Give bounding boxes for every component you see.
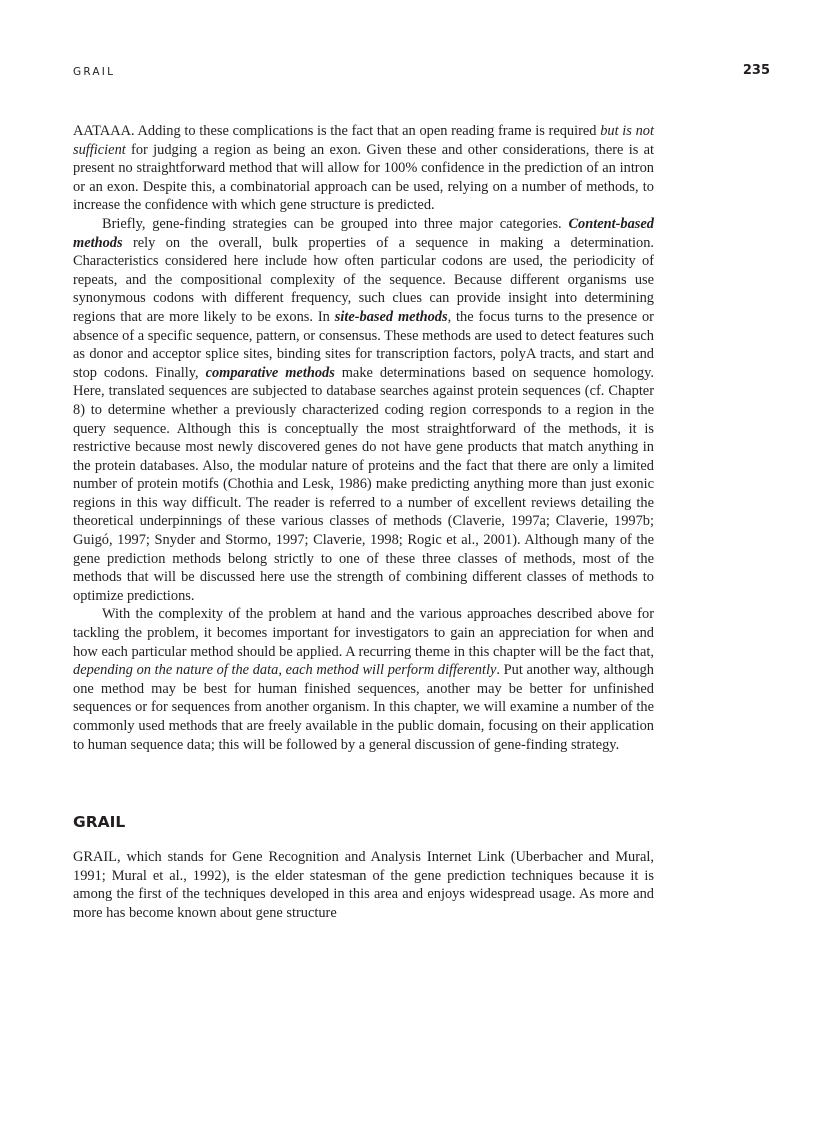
text-run: for judging a region as being an exon. Given these and other considerations, there is at present no straightforward method that will allow for 100% confidence in the prediction of an intron or an exon. Despite this, a combinatorial approach can be used, relying on a number of methods, to increase the confidence with which gene structure is predicted.: [73, 141, 654, 214]
emphasis-term: comparative methods: [205, 364, 335, 381]
italic-phrase: but is not sufficient: [73, 123, 654, 158]
emphasis-term: Content-based methods: [73, 215, 654, 251]
section-heading: GRAIL: [73, 813, 126, 832]
emphasis-term: site-based methods: [334, 308, 448, 325]
bold-term: [206, 365, 335, 381]
text-run: , the focus turns to the presence or absence of a specific sequence, pattern, or consensus. These methods are used to detect features such as donor and acceptor splice sites, binding sites for transcription factors, polyA tracts, and start and stop codons. Finally,: [73, 308, 654, 381]
paragraph-3: [73, 605, 654, 754]
body-text: [73, 122, 654, 923]
text-run: make determinations based on sequence homology. Here, translated sequences are subjected to database searches against protein sequences (cf. Chapter 8) to determine whether a previously characterized coding region corresponds to a region in the query sequence. Although this is conceptually the most straightforward of the methods, it is restrictive because most newly discovered genes do not have gene products that match anything in the protein databases. Also, the modular nature of proteins and the fact that there are only a limited number of protein motifs (Chothia and Lesk, 1986) make predicting anything more than just exonic regions in this way difficult. The reader is referred to a number of excellent reviews detailing the theoretical underpinnings of these various classes of methods (Claverie, 1997a; Claverie, 1997b; Guigó, 1997; Snyder and Stormo, 1997; Claverie, 1998; Rogic et al., 2001). Although many of the gene prediction methods belong strictly to one of these three classes of methods, most of the methods that will be discussed here use the strength of combining different classes of methods to optimize predictions.: [73, 364, 654, 604]
paragraph-1: [73, 122, 654, 215]
text-run: Briefly, gene-finding strategies can be grouped into three major categories.: [102, 215, 569, 232]
text-run: rely on the overall, bulk properties of a sequence in making a determination. Characteristics considered here include how often particular codons are used, the periodicity of repeats, and the compositional complexity of the sequence. Because different organisms use synonymous codons with different frequency, such clues can provide insight into determining regions that are more likely to be exons. In: [73, 234, 654, 325]
bold-term: [335, 309, 448, 325]
paragraph-2: [73, 215, 654, 605]
text-run: With the complexity of the problem at hand and the various approaches described above for tackling the problem, it becomes important for investigators to gain an appreciation for when and how each particular method should be applied. A recurring theme in this chapter will be the fact that,: [73, 606, 654, 660]
running-title: GRAIL: [73, 66, 116, 78]
text-run: AATAAA. Adding to these complications is the fact that an open reading frame is required: [73, 123, 601, 139]
page-number: 235: [742, 63, 770, 78]
italic-phrase: depending on the nature of the data, each method will perform differently: [73, 662, 497, 679]
section-paragraph: GRAIL, which stands for Gene Recognition and Analysis Internet Link (Uberbacher and Mural, 1991; Mural et al., 1992), is the elder statesman of the gene prediction techniques because it is among the first of the techniques developed in this area and enjoys widespread usage. As more and more has become known about gene structure: [73, 849, 654, 921]
text-run: . Put another way, although one method may be best for human finished sequences, another may be better for unfinished sequences or for sequences from another organism. In this chapter, we will examine a number of the commonly used methods that are freely available in the public domain, focusing on their application to human sequence data; this will be followed by a general discussion of gene-finding strategy.: [73, 662, 654, 753]
